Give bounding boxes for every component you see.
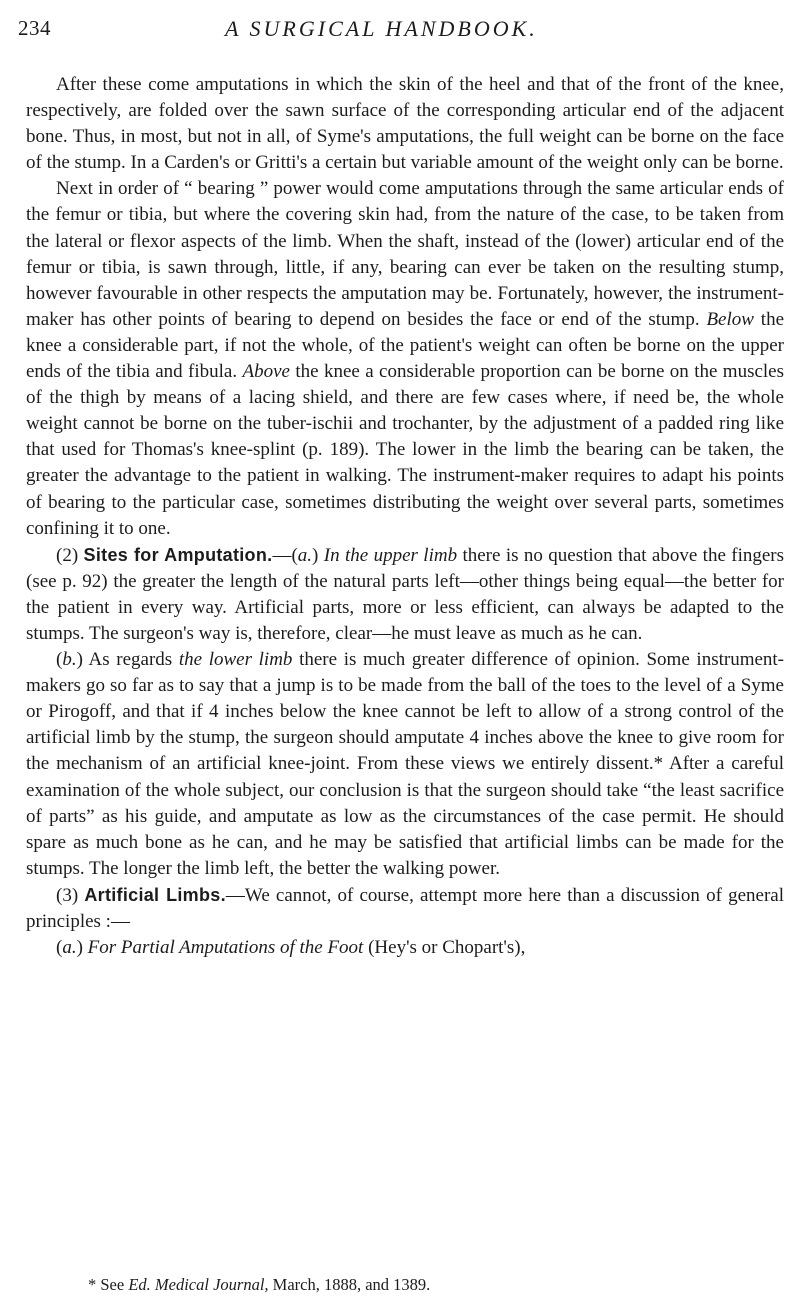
paragraph-text: Next in order of “ bearing ” power would come amputations through the same articular ends of the femur or tibia, but where the covering skin had, from the nature of the case, to be taken from the lateral or flexor aspects of the limb. When the shaft, instead of the (lower) articular end of the femur or tibia, is sawn through, little, if any, bearing can ever be taken on the resulting stump, however favourable in other respects the amputation may be. Fortunately, however, the instrument-maker has other points of bearing to depend on besides the face or end of the stump.: [26, 178, 784, 330]
subsection-letter: b.: [62, 649, 77, 671]
paragraph-amputation-bearing: [26, 72, 784, 176]
paragraph-text: —We cannot, of course, attempt more here than a discussion of general principles :—: [26, 884, 785, 932]
paragraph-sites-for-amputation: [26, 542, 784, 647]
section-heading-artificial-limbs: Artificial Limbs.: [84, 884, 226, 905]
subsection-letter: a.: [297, 544, 313, 566]
section-heading-sites: Sites for Amputation.: [83, 544, 273, 565]
paragraph-text: (: [56, 649, 63, 671]
emphasis-upper-limb: In the upper limb: [323, 544, 458, 566]
footnote-journal: Ed. Medical Journal,: [128, 1275, 269, 1294]
paragraph-text: the knee a considerable part, if not the whole, of the patient's weight can often be borne on the upper ends of the tibia and fibula.: [26, 308, 784, 383]
paragraph-text: (: [56, 937, 63, 959]
emphasis-partial-amputations: For Partial Amputations of the Foot: [87, 937, 364, 959]
paragraph-text: the knee a considerable proportion can be borne on the muscles of the thigh by means of a lacing shield, and there are few cases where, if need be, the whole weight cannot be borne on the tuber-ischii and trochanter, by the adjustment of a padded ring like that used for Thomas's knee-splint (p. 189). The lower in the limb the bearing can be taken, the greater the advantage to the patient in walking. The instrument-maker requires to adapt his points of bearing to the particular case, sometimes distributing the weight over several parts, sometimes confining it to one.: [26, 361, 785, 539]
footnote-rest: March, 1888, and 1389.: [268, 1275, 431, 1294]
paragraph-text: ): [76, 937, 88, 959]
subsection-letter: a.: [62, 937, 77, 959]
page-header: [18, 12, 778, 52]
page-body: [26, 72, 784, 961]
paragraph-text: After these come amputations in which the skin of the heel and that of the front of the knee, respectively, are folded over the sawn surface of the corresponding articular end of the adjacent bone. Thus, in most, but not in all, of Syme's amputations, the full weight can be borne on the face of the stump. In a Carden's or Gritti's a certain but variable amount of the weight only can be borne.: [26, 74, 784, 174]
paragraph-bearing-power: [26, 176, 784, 541]
section-number: (3): [56, 884, 85, 906]
paragraph-text: there is no question that above the fingers (see p. 92) the greater the length of the natural parts left—other things being equal—the better for the patient in every way. Artificial parts, more or less efficient, can always be adapted to the stumps. The surgeon's way is, therefore, clear—he must leave as much as he can.: [26, 544, 785, 644]
paragraph-text: ) As regards: [76, 649, 179, 671]
paragraph-text: (Hey's or Chopart's),: [363, 937, 526, 959]
page-number: 234: [18, 16, 51, 40]
footnote: [88, 1275, 430, 1295]
emphasis-below: Below: [706, 308, 754, 330]
paragraph-partial-amputations: [26, 935, 784, 961]
paragraph-text: there is much greater difference of opinion. Some instrument-makers go so far as to say that a jump is to be made from the ball of the toes to the level of a Syme or Pirogoff, and that if 4 inches below the knee cannot be left to allow of a strong control of the artificial limb by the stump, the surgeon should amputate 4 inches above the knee to give room for the mechanism of an artificial knee-joint. From these views we entirely dissent.* After a careful examination of the whole subject, our conclusion is that the surgeon should take “the least sacrifice of parts” as his guide, and amputate as low as the circumstances of the case permit. He should spare as much bone as he can, and he may be satisfied that artificial limbs can be made for the stumps. The longer the limb left, the better the walking power.: [26, 649, 785, 879]
section-number: (2): [56, 544, 84, 566]
emphasis-lower-limb: the lower limb: [178, 649, 293, 671]
running-head: A SURGICAL HANDBOOK.: [225, 16, 538, 41]
paragraph-lower-limb: [26, 647, 784, 882]
footnote-prefix: * See: [88, 1275, 129, 1294]
paragraph-text: ): [312, 544, 324, 566]
emphasis-above: Above: [242, 361, 290, 383]
paragraph-artificial-limbs: [26, 882, 784, 935]
paragraph-text: —(: [272, 544, 298, 566]
